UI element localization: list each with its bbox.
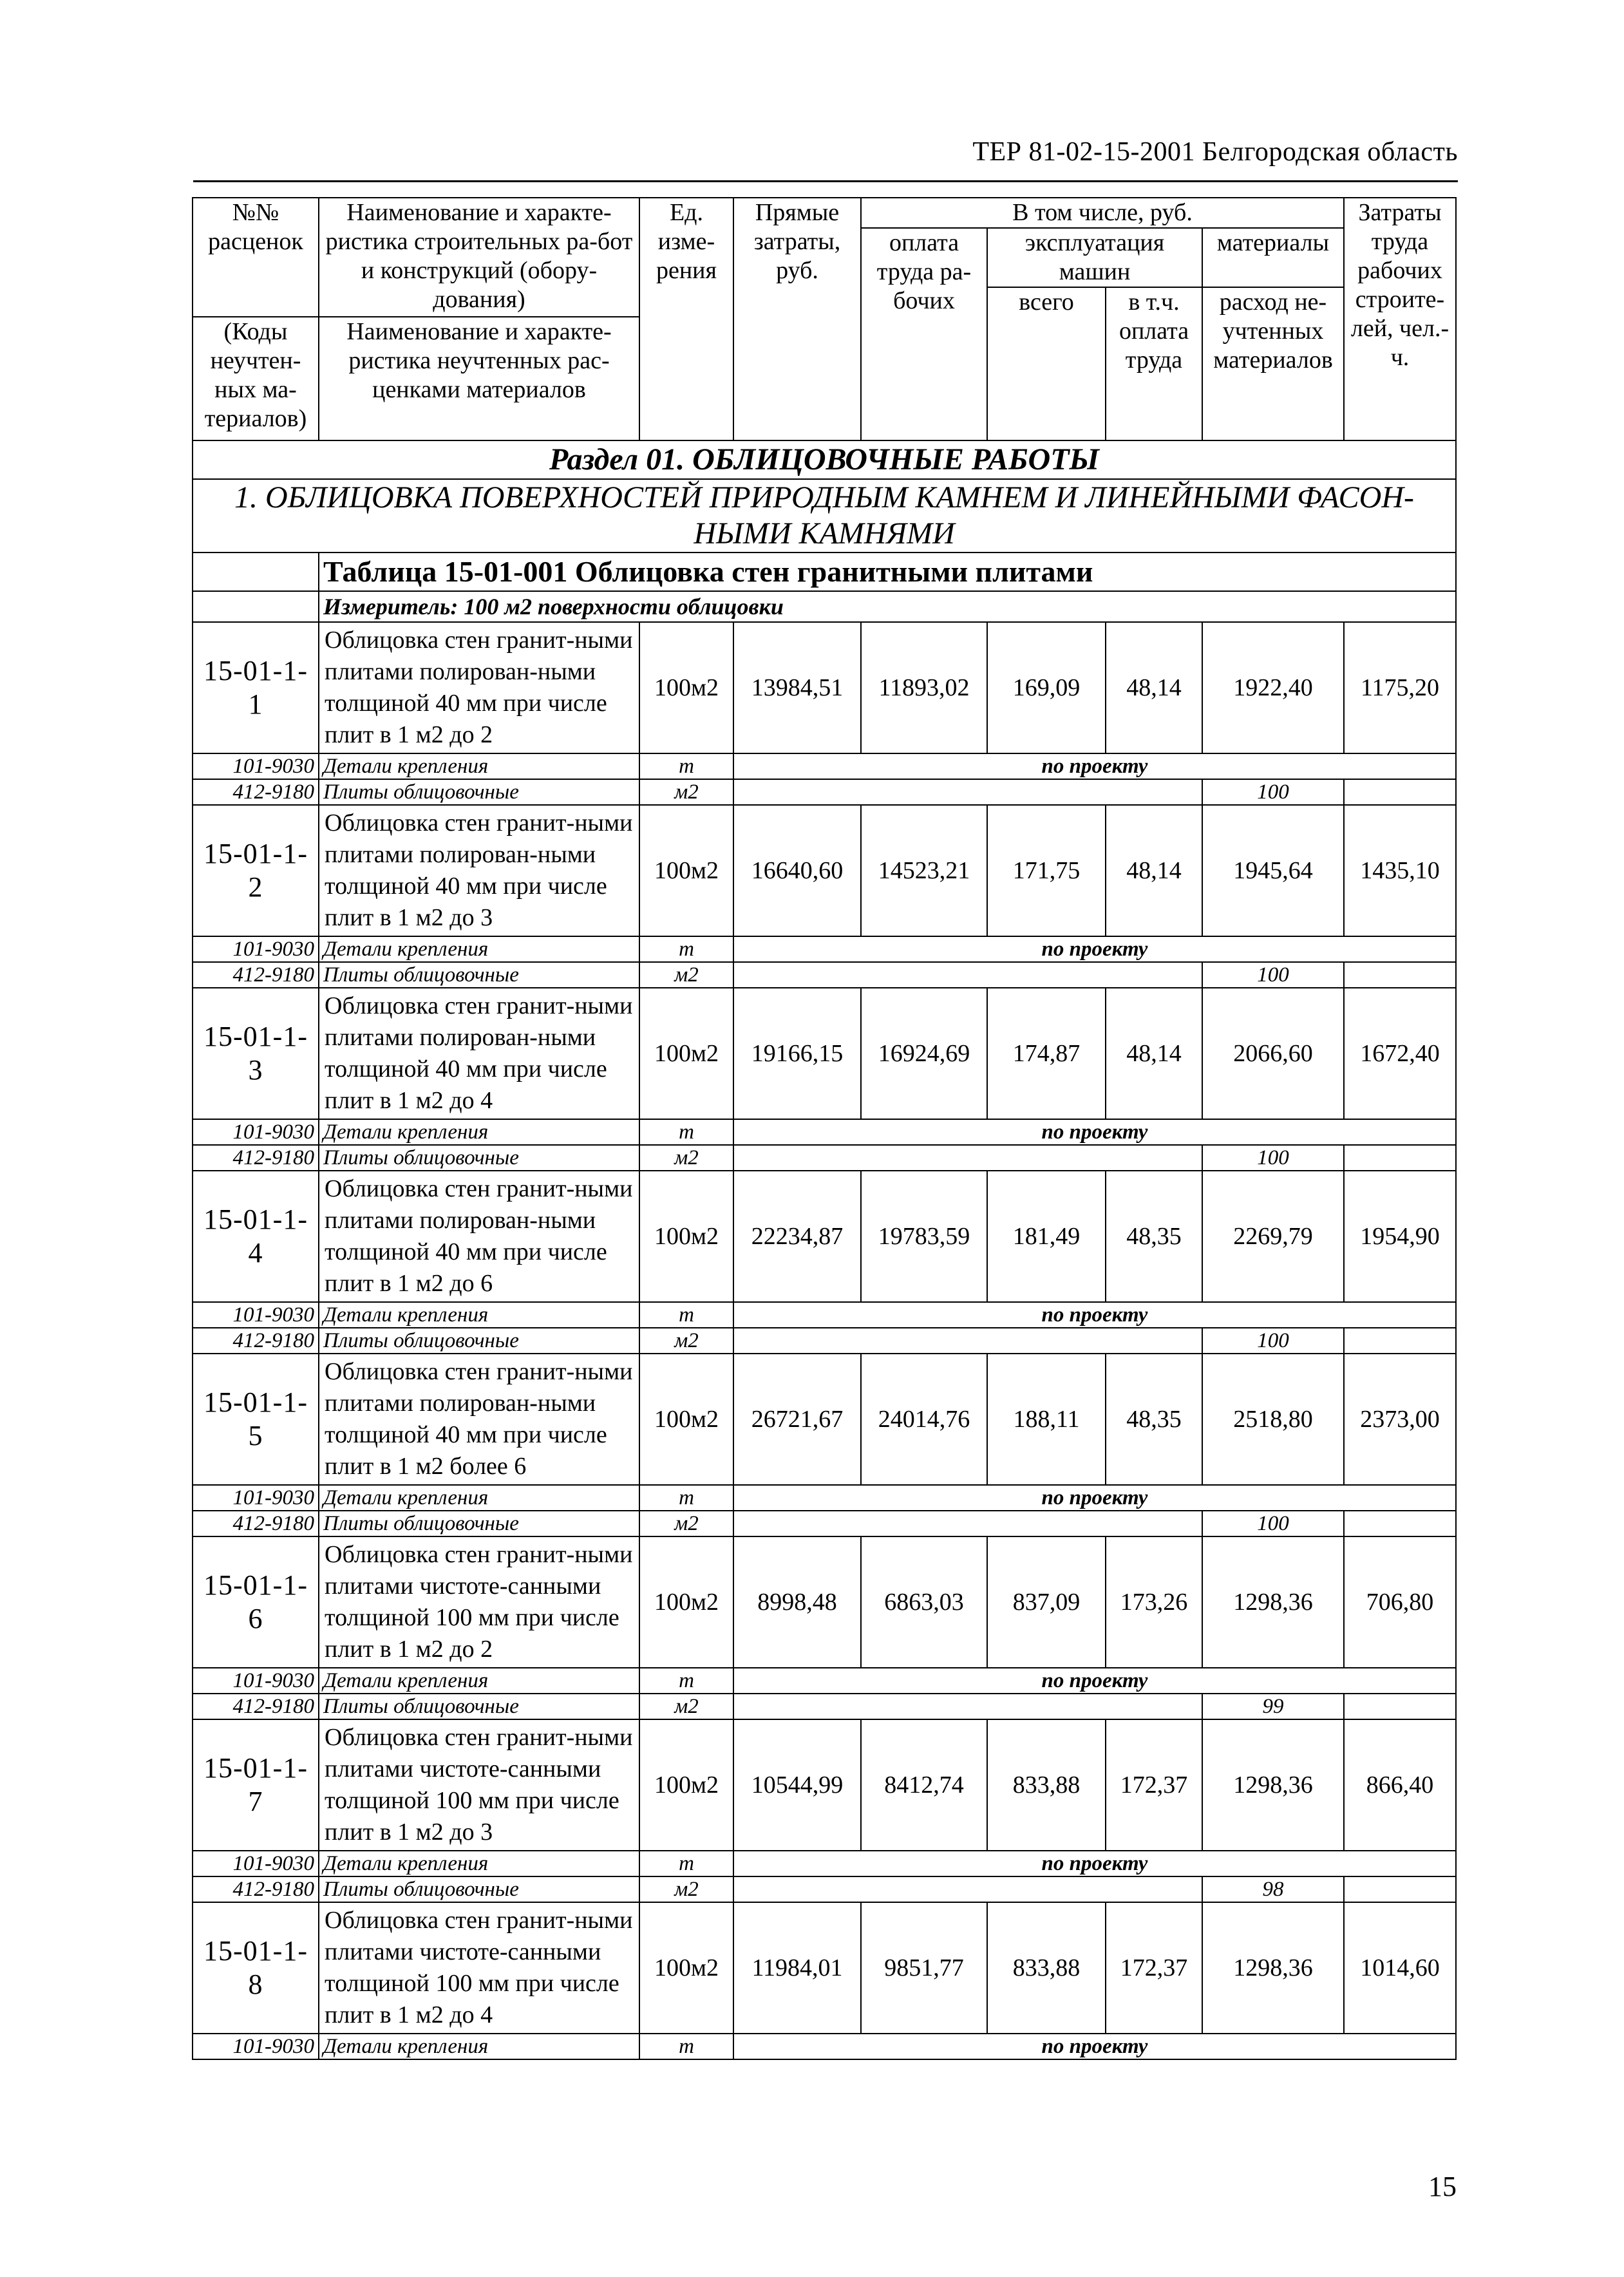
material-consumption: по проекту [733,936,1456,962]
material-consumption: 100 [1202,1328,1344,1354]
material-row [193,936,1456,962]
material-code: 412-9180 [193,1145,319,1171]
material-empty [1344,1694,1456,1719]
price-materials: 1298,36 [1202,1536,1344,1668]
material-code: 412-9180 [193,779,319,805]
material-consumption: 100 [1202,779,1344,805]
material-unit: м2 [639,1145,733,1171]
material-consumption: по проекту [733,753,1456,779]
price-wage: 19783,59 [861,1171,987,1302]
price-materials: 1298,36 [1202,1719,1344,1851]
price-machines-wage: 48,14 [1106,622,1202,753]
material-code: 412-9180 [193,1694,319,1719]
price-machines-total: 169,09 [987,622,1106,753]
price-materials: 1922,40 [1202,622,1344,753]
col-header-direct: Прямые затраты, руб. [733,198,861,440]
price-machines-total: 174,87 [987,988,1106,1119]
material-consumption: 100 [1202,1511,1344,1536]
price-direct-cost: 8998,48 [733,1536,861,1668]
price-machines-total: 833,88 [987,1902,1106,2034]
price-row [193,988,1456,1119]
meter-spacer [193,591,319,622]
price-labor: 1014,60 [1344,1902,1456,2034]
price-unit: 100м2 [639,988,733,1119]
material-code: 412-9180 [193,1328,319,1354]
price-name: Облицовка стен гранит-ными плитами полирован-ными толщиной 40 мм при числе плит в 1 м2 до 3 [319,805,639,936]
material-empty [733,962,1202,988]
price-labor: 706,80 [1344,1536,1456,1668]
material-empty [733,1328,1202,1354]
price-labor: 1175,20 [1344,622,1456,753]
price-row [193,1719,1456,1851]
material-code: 101-9030 [193,1851,319,1876]
material-unit: т [639,1668,733,1694]
price-materials: 1298,36 [1202,1902,1344,2034]
material-name: Плиты облицовочные [319,1328,639,1354]
price-row [193,1902,1456,2034]
price-wage: 6863,03 [861,1536,987,1668]
material-unit: т [639,1851,733,1876]
material-consumption: 100 [1202,962,1344,988]
material-consumption: по проекту [733,1119,1456,1145]
material-row [193,753,1456,779]
price-row [193,1171,1456,1302]
price-machines-total: 188,11 [987,1354,1106,1485]
price-materials: 1945,64 [1202,805,1344,936]
price-wage: 9851,77 [861,1902,987,2034]
material-row [193,1511,1456,1536]
material-consumption: 98 [1202,1876,1344,1902]
material-code: 412-9180 [193,1876,319,1902]
material-consumption: 100 [1202,1145,1344,1171]
material-unit: т [639,2034,733,2059]
price-materials: 2518,80 [1202,1354,1344,1485]
material-name: Плиты облицовочные [319,1694,639,1719]
price-machines-wage: 173,26 [1106,1536,1202,1668]
price-machines-wage: 48,14 [1106,988,1202,1119]
price-row [193,622,1456,753]
material-row [193,1668,1456,1694]
material-row [193,1851,1456,1876]
price-name: Облицовка стен гранит-ными плитами чистоте-санными толщиной 100 мм при числе плит в 1 м2 до 3 [319,1719,639,1851]
col-header-code: №№ расценок [193,198,319,317]
price-labor: 2373,00 [1344,1354,1456,1485]
material-consumption: 99 [1202,1694,1344,1719]
price-row [193,1354,1456,1485]
material-name: Плиты облицовочные [319,1511,639,1536]
material-code: 101-9030 [193,2034,319,2059]
material-empty [733,1694,1202,1719]
material-unit: м2 [639,779,733,805]
price-row [193,805,1456,936]
col-header-mach-wage: в т.ч. оплата труда [1106,287,1202,440]
material-row [193,1694,1456,1719]
material-name: Плиты облицовочные [319,962,639,988]
material-row [193,962,1456,988]
price-wage: 8412,74 [861,1719,987,1851]
price-direct-cost: 26721,67 [733,1354,861,1485]
material-consumption: по проекту [733,1485,1456,1511]
price-direct-cost: 11984,01 [733,1902,861,2034]
material-unit: м2 [639,1876,733,1902]
col-header-unit: Ед. изме-рения [639,198,733,440]
material-empty [733,779,1202,805]
material-unit: т [639,1485,733,1511]
price-machines-total: 837,09 [987,1536,1106,1668]
price-name: Облицовка стен гранит-ными плитами чистоте-санными толщиной 100 мм при числе плит в 1 м2 до 2 [319,1536,639,1668]
material-empty [733,1511,1202,1536]
price-unit: 100м2 [639,1171,733,1302]
material-empty [733,1145,1202,1171]
material-name: Детали крепления [319,1668,639,1694]
col-header-code2: (Коды неучтен-ных ма-териалов) [193,317,319,440]
price-unit: 100м2 [639,1902,733,2034]
material-name: Детали крепления [319,2034,639,2059]
col-header-machines: эксплуатация машин [987,228,1202,287]
price-machines-total: 181,49 [987,1171,1106,1302]
material-name: Детали крепления [319,1302,639,1328]
price-row [193,1536,1456,1668]
price-unit: 100м2 [639,1354,733,1485]
price-unit: 100м2 [639,805,733,936]
col-header-incl-group: В том числе, руб. [861,198,1344,228]
material-consumption: по проекту [733,2034,1456,2059]
price-code: 15-01-1-8 [193,1902,319,2034]
price-code: 15-01-1-4 [193,1171,319,1302]
material-row [193,1876,1456,1902]
price-direct-cost: 19166,15 [733,988,861,1119]
price-code: 15-01-1-2 [193,805,319,936]
material-unit: т [639,753,733,779]
price-labor: 1672,40 [1344,988,1456,1119]
col-header-name2: Наименование и характе-ристика неучтенных рас-ценками материалов [319,317,639,440]
material-name: Детали крепления [319,936,639,962]
material-name: Детали крепления [319,1119,639,1145]
material-row [193,1119,1456,1145]
material-row [193,1328,1456,1354]
document-header: ТЕР 81-02-15-2001 Белгородская область [972,137,1458,167]
material-code: 101-9030 [193,1119,319,1145]
price-machines-wage: 172,37 [1106,1719,1202,1851]
material-code: 412-9180 [193,962,319,988]
material-name: Детали крепления [319,1851,639,1876]
section-title: Раздел 01. ОБЛИЦОВОЧНЫЕ РАБОТЫ [193,440,1456,479]
material-name: Плиты облицовочные [319,1876,639,1902]
material-empty [1344,1145,1456,1171]
price-wage: 11893,02 [861,622,987,753]
col-header-mat-consumption: расход не-учтенных материалов [1202,287,1344,440]
price-machines-wage: 48,14 [1106,805,1202,936]
material-consumption: по проекту [733,1302,1456,1328]
price-direct-cost: 16640,60 [733,805,861,936]
material-consumption: по проекту [733,1851,1456,1876]
price-code: 15-01-1-6 [193,1536,319,1668]
price-name: Облицовка стен гранит-ными плитами полирован-ными толщиной 40 мм при числе плит в 1 м2 до 2 [319,622,639,753]
material-code: 101-9030 [193,1668,319,1694]
meter-text: Измеритель: 100 м2 поверхности облицовки [319,591,1456,622]
price-wage: 24014,76 [861,1354,987,1485]
material-row [193,1302,1456,1328]
price-machines-wage: 172,37 [1106,1902,1202,2034]
material-code: 101-9030 [193,936,319,962]
table-title-spacer [193,553,319,591]
price-code: 15-01-1-5 [193,1354,319,1485]
material-code: 101-9030 [193,1485,319,1511]
material-code: 412-9180 [193,1511,319,1536]
col-header-wage: оплата труда ра-бочих [861,228,987,440]
price-unit: 100м2 [639,622,733,753]
material-empty [1344,1876,1456,1902]
material-code: 101-9030 [193,1302,319,1328]
price-code: 15-01-1-3 [193,988,319,1119]
price-name: Облицовка стен гранит-ными плитами полирован-ными толщиной 40 мм при числе плит в 1 м2 более 6 [319,1354,639,1485]
material-row [193,779,1456,805]
col-header-labor: Затраты труда рабочих строите-лей, чел.-ч. [1344,198,1456,440]
price-direct-cost: 13984,51 [733,622,861,753]
subsection-title: 1. ОБЛИЦОВКА ПОВЕРХНОСТЕЙ ПРИРОДНЫМ КАМНЕМ И ЛИНЕЙНЫМИ ФАСОН-НЫМИ КАМНЯМИ [193,479,1456,553]
price-code: 15-01-1-7 [193,1719,319,1851]
price-labor: 1435,10 [1344,805,1456,936]
price-labor: 1954,90 [1344,1171,1456,1302]
col-header-name: Наименование и характе-ристика строительных ра-бот и конструкций (обору-дования) [319,198,639,317]
material-consumption: по проекту [733,1668,1456,1694]
material-unit: м2 [639,1328,733,1354]
price-unit: 100м2 [639,1719,733,1851]
price-machines-total: 171,75 [987,805,1106,936]
header-rule [193,180,1458,182]
material-name: Детали крепления [319,1485,639,1511]
price-direct-cost: 10544,99 [733,1719,861,1851]
material-row [193,1485,1456,1511]
price-materials: 2066,60 [1202,988,1344,1119]
material-row [193,2034,1456,2059]
material-unit: м2 [639,1694,733,1719]
price-name: Облицовка стен гранит-ными плитами чистоте-санными толщиной 100 мм при числе плит в 1 м2 до 4 [319,1902,639,2034]
material-empty [1344,779,1456,805]
price-wage: 16924,69 [861,988,987,1119]
table-title: Таблица 15-01-001 Облицовка стен гранитными плитами [319,553,1456,591]
price-labor: 866,40 [1344,1719,1456,1851]
material-empty [733,1876,1202,1902]
col-header-materials: материалы [1202,228,1344,287]
col-header-mach-total: всего [987,287,1106,440]
material-unit: м2 [639,962,733,988]
price-wage: 14523,21 [861,805,987,936]
price-direct-cost: 22234,87 [733,1171,861,1302]
price-materials: 2269,79 [1202,1171,1344,1302]
price-name: Облицовка стен гранит-ными плитами полирован-ными толщиной 40 мм при числе плит в 1 м2 до 4 [319,988,639,1119]
material-code: 101-9030 [193,753,319,779]
material-name: Плиты облицовочные [319,1145,639,1171]
material-unit: т [639,1119,733,1145]
price-machines-wage: 48,35 [1106,1354,1202,1485]
material-empty [1344,1328,1456,1354]
material-name: Детали крепления [319,753,639,779]
material-unit: т [639,936,733,962]
material-empty [1344,962,1456,988]
price-machines-total: 833,88 [987,1719,1106,1851]
material-unit: м2 [639,1511,733,1536]
material-unit: т [639,1302,733,1328]
material-row [193,1145,1456,1171]
price-machines-wage: 48,35 [1106,1171,1202,1302]
material-empty [1344,1511,1456,1536]
price-code: 15-01-1-1 [193,622,319,753]
price-table [192,197,1457,2060]
price-unit: 100м2 [639,1536,733,1668]
price-name: Облицовка стен гранит-ными плитами полирован-ными толщиной 40 мм при числе плит в 1 м2 до 6 [319,1171,639,1302]
page-number: 15 [1428,2171,1457,2202]
material-name: Плиты облицовочные [319,779,639,805]
